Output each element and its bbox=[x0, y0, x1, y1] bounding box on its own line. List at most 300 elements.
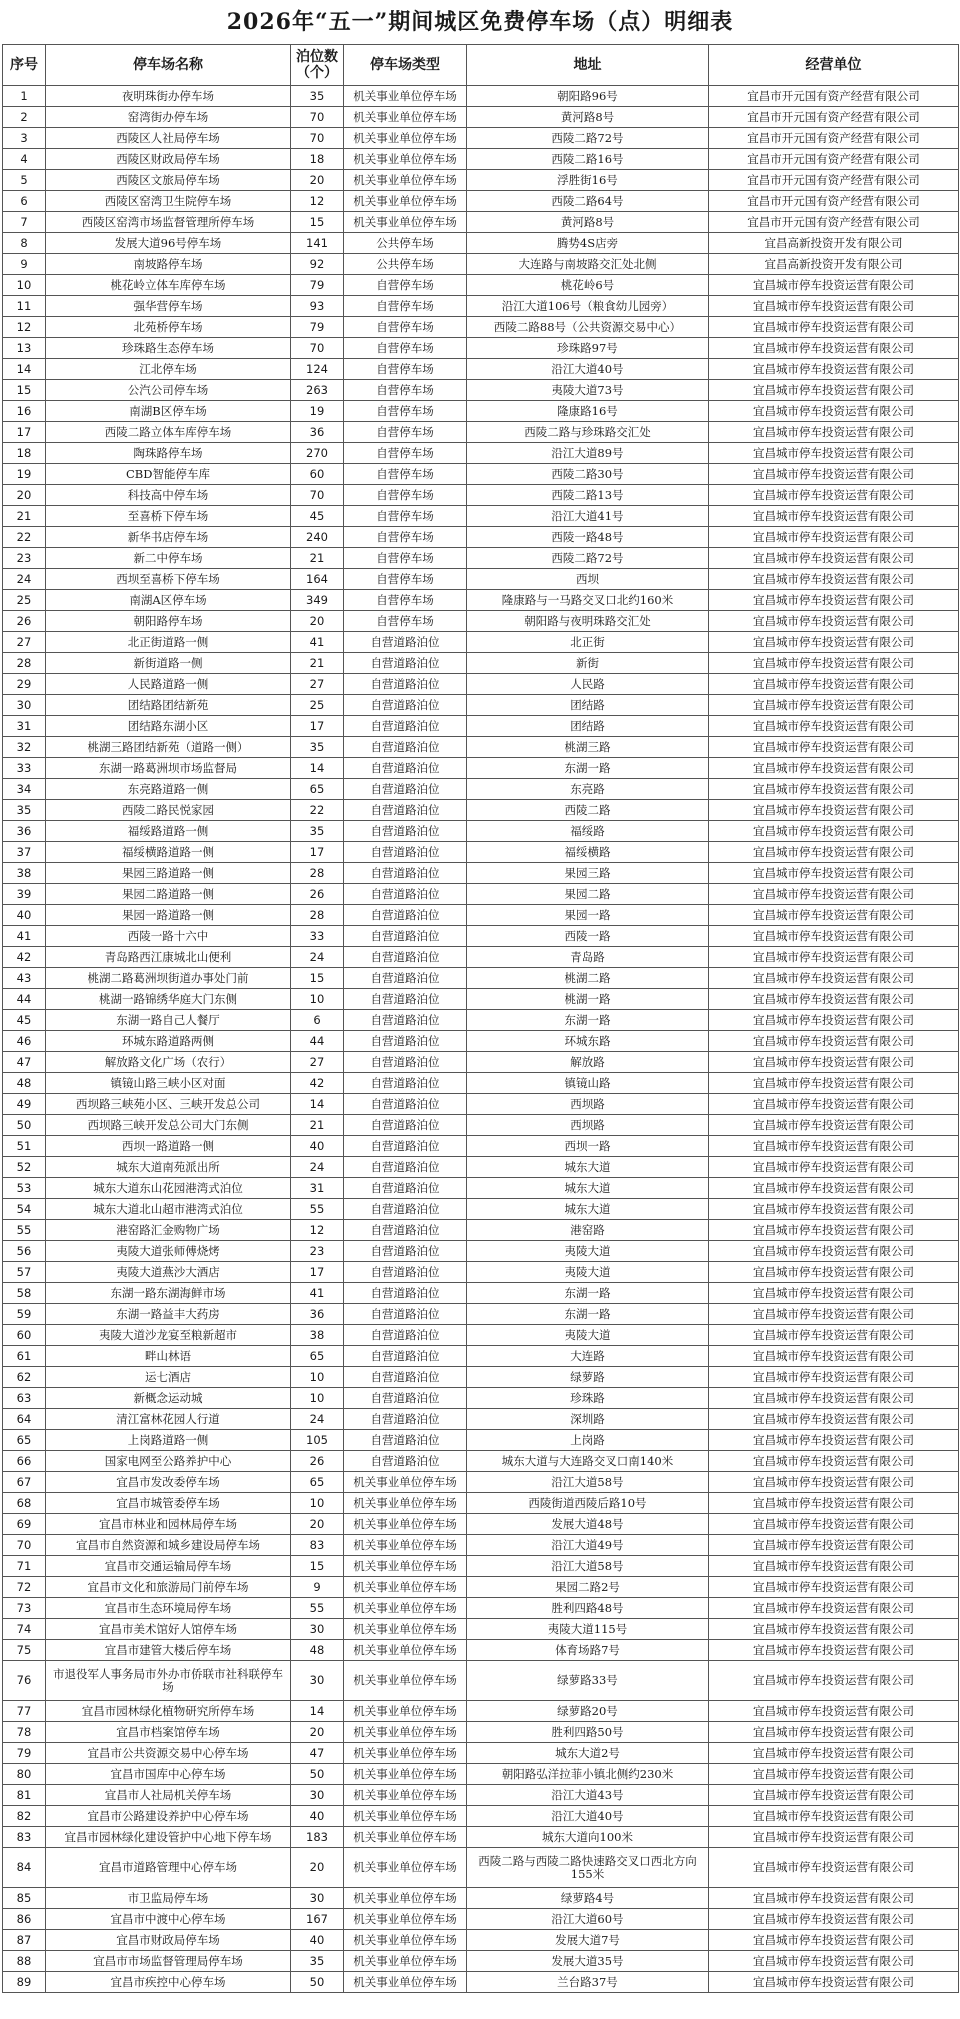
parking-name: 窑湾街办停车场 bbox=[46, 107, 291, 128]
address: 绿萝路20号 bbox=[467, 1701, 709, 1722]
address: 隆康路16号 bbox=[467, 401, 709, 422]
spaces-count: 30 bbox=[291, 1619, 344, 1640]
row-index: 65 bbox=[3, 1430, 46, 1451]
row-index: 26 bbox=[3, 611, 46, 632]
row-index: 33 bbox=[3, 758, 46, 779]
parking-type: 自营停车场 bbox=[344, 527, 467, 548]
parking-name: 南坡路停车场 bbox=[46, 254, 291, 275]
table-row bbox=[3, 1115, 959, 1136]
spaces-count: 12 bbox=[291, 191, 344, 212]
address: 绿萝路4号 bbox=[467, 1888, 709, 1909]
parking-name: 市卫监局停车场 bbox=[46, 1888, 291, 1909]
parking-type: 自营道路泊位 bbox=[344, 863, 467, 884]
table-row bbox=[3, 149, 959, 170]
address: 沿江大道40号 bbox=[467, 1806, 709, 1827]
operator: 宜昌城市停车投资运营有限公司 bbox=[709, 1367, 959, 1388]
operator: 宜昌城市停车投资运营有限公司 bbox=[709, 800, 959, 821]
parking-type: 机关事业单位停车场 bbox=[344, 1888, 467, 1909]
address: 隆康路与一马路交叉口北约160米 bbox=[467, 590, 709, 611]
row-index: 28 bbox=[3, 653, 46, 674]
spaces-count: 26 bbox=[291, 884, 344, 905]
parking-type: 机关事业单位停车场 bbox=[344, 1930, 467, 1951]
spaces-count: 36 bbox=[291, 1304, 344, 1325]
parking-name: 东亮路道路一侧 bbox=[46, 779, 291, 800]
spaces-count: 105 bbox=[291, 1430, 344, 1451]
operator: 宜昌城市停车投资运营有限公司 bbox=[709, 1701, 959, 1722]
parking-type: 机关事业单位停车场 bbox=[344, 1764, 467, 1785]
parking-name: CBD智能停车库 bbox=[46, 464, 291, 485]
row-index: 12 bbox=[3, 317, 46, 338]
table-row bbox=[3, 1764, 959, 1785]
table-row bbox=[3, 1094, 959, 1115]
spaces-count: 124 bbox=[291, 359, 344, 380]
operator: 宜昌城市停车投资运营有限公司 bbox=[709, 1136, 959, 1157]
address: 夷陵大道73号 bbox=[467, 380, 709, 401]
row-index: 4 bbox=[3, 149, 46, 170]
parking-type: 机关事业单位停车场 bbox=[344, 1514, 467, 1535]
row-index: 25 bbox=[3, 590, 46, 611]
address: 绿萝路33号 bbox=[467, 1661, 709, 1701]
parking-name: 珍珠路生态停车场 bbox=[46, 338, 291, 359]
operator: 宜昌城市停车投资运营有限公司 bbox=[709, 1951, 959, 1972]
operator: 宜昌城市停车投资运营有限公司 bbox=[709, 1199, 959, 1220]
operator: 宜昌城市停车投资运营有限公司 bbox=[709, 1409, 959, 1430]
row-index: 48 bbox=[3, 1073, 46, 1094]
table-row bbox=[3, 1743, 959, 1764]
parking-name: 解放路文化广场（农行） bbox=[46, 1052, 291, 1073]
operator: 宜昌城市停车投资运营有限公司 bbox=[709, 380, 959, 401]
parking-type: 自营道路泊位 bbox=[344, 695, 467, 716]
address: 胜利四路50号 bbox=[467, 1722, 709, 1743]
row-index: 45 bbox=[3, 1010, 46, 1031]
table-row bbox=[3, 1262, 959, 1283]
parking-name: 强华营停车场 bbox=[46, 296, 291, 317]
parking-type: 自营道路泊位 bbox=[344, 1430, 467, 1451]
table-row bbox=[3, 1806, 959, 1827]
parking-type: 自营道路泊位 bbox=[344, 632, 467, 653]
parking-name: 福绥横路道路一侧 bbox=[46, 842, 291, 863]
spaces-count: 15 bbox=[291, 1556, 344, 1577]
parking-name: 西坝路三峡开发总公司大门东侧 bbox=[46, 1115, 291, 1136]
table-row bbox=[3, 1304, 959, 1325]
table-row bbox=[3, 884, 959, 905]
parking-type: 自营道路泊位 bbox=[344, 716, 467, 737]
parking-name: 西陵二路民悦家园 bbox=[46, 800, 291, 821]
parking-name: 镇镜山路三峡小区对面 bbox=[46, 1073, 291, 1094]
parking-name: 北正街道路一侧 bbox=[46, 632, 291, 653]
table-row bbox=[3, 548, 959, 569]
spaces-count: 35 bbox=[291, 1951, 344, 1972]
spaces-count: 14 bbox=[291, 1701, 344, 1722]
parking-type: 公共停车场 bbox=[344, 233, 467, 254]
row-index: 50 bbox=[3, 1115, 46, 1136]
address: 桃湖二路 bbox=[467, 968, 709, 989]
row-index: 35 bbox=[3, 800, 46, 821]
row-index: 36 bbox=[3, 821, 46, 842]
parking-name: 南湖B区停车场 bbox=[46, 401, 291, 422]
table-row bbox=[3, 506, 959, 527]
operator: 宜昌城市停车投资运营有限公司 bbox=[709, 884, 959, 905]
spaces-count: 21 bbox=[291, 653, 344, 674]
operator: 宜昌城市停车投资运营有限公司 bbox=[709, 1535, 959, 1556]
spaces-count: 14 bbox=[291, 758, 344, 779]
operator: 宜昌城市停车投资运营有限公司 bbox=[709, 1304, 959, 1325]
row-index: 17 bbox=[3, 422, 46, 443]
address: 西陵二路 bbox=[467, 800, 709, 821]
parking-name: 江北停车场 bbox=[46, 359, 291, 380]
parking-name: 畔山林语 bbox=[46, 1346, 291, 1367]
spaces-count: 164 bbox=[291, 569, 344, 590]
parking-name: 宜昌市国库中心停车场 bbox=[46, 1764, 291, 1785]
parking-name: 人民路道路一侧 bbox=[46, 674, 291, 695]
operator: 宜昌城市停车投资运营有限公司 bbox=[709, 422, 959, 443]
table-row bbox=[3, 1514, 959, 1535]
spaces-count: 41 bbox=[291, 632, 344, 653]
address: 城东大道 bbox=[467, 1178, 709, 1199]
operator: 宜昌城市停车投资运营有限公司 bbox=[709, 1451, 959, 1472]
table-row bbox=[3, 1409, 959, 1430]
address: 果园三路 bbox=[467, 863, 709, 884]
table-row bbox=[3, 485, 959, 506]
table-row bbox=[3, 1556, 959, 1577]
operator: 宜昌城市停车投资运营有限公司 bbox=[709, 1178, 959, 1199]
header-address: 地址 bbox=[467, 45, 709, 86]
address: 城东大道 bbox=[467, 1199, 709, 1220]
address: 浮胜街16号 bbox=[467, 170, 709, 191]
row-index: 9 bbox=[3, 254, 46, 275]
row-index: 22 bbox=[3, 527, 46, 548]
operator: 宜昌城市停车投资运营有限公司 bbox=[709, 506, 959, 527]
parking-name: 环城东路道路两侧 bbox=[46, 1031, 291, 1052]
spaces-count: 20 bbox=[291, 170, 344, 191]
operator: 宜昌城市停车投资运营有限公司 bbox=[709, 1909, 959, 1930]
address: 珍珠路 bbox=[467, 1388, 709, 1409]
table-header bbox=[3, 45, 959, 86]
parking-type: 自营道路泊位 bbox=[344, 1031, 467, 1052]
parking-type: 自营停车场 bbox=[344, 275, 467, 296]
parking-name: 宜昌市发改委停车场 bbox=[46, 1472, 291, 1493]
address: 西陵二路与珍珠路交汇处 bbox=[467, 422, 709, 443]
spaces-count: 27 bbox=[291, 674, 344, 695]
operator: 宜昌城市停车投资运营有限公司 bbox=[709, 1031, 959, 1052]
table-row bbox=[3, 1010, 959, 1031]
address: 西陵街道西陵后路10号 bbox=[467, 1493, 709, 1514]
parking-type: 机关事业单位停车场 bbox=[344, 1493, 467, 1514]
parking-name: 东湖一路葛洲坝市场监督局 bbox=[46, 758, 291, 779]
spaces-count: 6 bbox=[291, 1010, 344, 1031]
address: 新街 bbox=[467, 653, 709, 674]
table-row bbox=[3, 1451, 959, 1472]
row-index: 64 bbox=[3, 1409, 46, 1430]
operator: 宜昌城市停车投资运营有限公司 bbox=[709, 296, 959, 317]
operator: 宜昌城市停车投资运营有限公司 bbox=[709, 1283, 959, 1304]
spaces-count: 35 bbox=[291, 737, 344, 758]
address: 沿江大道40号 bbox=[467, 359, 709, 380]
spaces-count: 48 bbox=[291, 1640, 344, 1661]
spaces-count: 22 bbox=[291, 800, 344, 821]
row-index: 85 bbox=[3, 1888, 46, 1909]
spaces-count: 20 bbox=[291, 1514, 344, 1535]
address: 体育场路7号 bbox=[467, 1640, 709, 1661]
row-index: 6 bbox=[3, 191, 46, 212]
table-row bbox=[3, 527, 959, 548]
address: 西坝路 bbox=[467, 1094, 709, 1115]
table-row bbox=[3, 758, 959, 779]
spaces-count: 33 bbox=[291, 926, 344, 947]
table-row bbox=[3, 1909, 959, 1930]
spaces-count: 31 bbox=[291, 1178, 344, 1199]
parking-type: 自营道路泊位 bbox=[344, 821, 467, 842]
parking-name: 清江富林花园人行道 bbox=[46, 1409, 291, 1430]
parking-type: 自营道路泊位 bbox=[344, 779, 467, 800]
parking-type: 自营停车场 bbox=[344, 317, 467, 338]
operator: 宜昌城市停车投资运营有限公司 bbox=[709, 1220, 959, 1241]
parking-name: 城东大道南苑派出所 bbox=[46, 1157, 291, 1178]
operator: 宜昌城市停车投资运营有限公司 bbox=[709, 1598, 959, 1619]
operator: 宜昌城市停车投资运营有限公司 bbox=[709, 1388, 959, 1409]
operator: 宜昌城市停车投资运营有限公司 bbox=[709, 926, 959, 947]
spaces-count: 30 bbox=[291, 1785, 344, 1806]
address: 沿江大道106号（粮食幼儿园旁） bbox=[467, 296, 709, 317]
table-row bbox=[3, 1827, 959, 1848]
spaces-count: 47 bbox=[291, 1743, 344, 1764]
parking-type: 自营道路泊位 bbox=[344, 1346, 467, 1367]
parking-name: 宜昌市建管大楼后停车场 bbox=[46, 1640, 291, 1661]
spaces-count: 270 bbox=[291, 443, 344, 464]
operator: 宜昌城市停车投资运营有限公司 bbox=[709, 716, 959, 737]
table-row bbox=[3, 1888, 959, 1909]
table-row bbox=[3, 1619, 959, 1640]
spaces-count: 141 bbox=[291, 233, 344, 254]
spaces-count: 50 bbox=[291, 1764, 344, 1785]
table-row bbox=[3, 1493, 959, 1514]
parking-type: 自营道路泊位 bbox=[344, 1220, 467, 1241]
parking-name: 西坝一路道路一侧 bbox=[46, 1136, 291, 1157]
table-row bbox=[3, 1073, 959, 1094]
parking-type: 自营道路泊位 bbox=[344, 800, 467, 821]
row-index: 27 bbox=[3, 632, 46, 653]
parking-type: 自营停车场 bbox=[344, 422, 467, 443]
row-index: 5 bbox=[3, 170, 46, 191]
parking-name: 西陵二路立体车库停车场 bbox=[46, 422, 291, 443]
table-row bbox=[3, 821, 959, 842]
parking-type: 自营道路泊位 bbox=[344, 1409, 467, 1430]
parking-type: 自营道路泊位 bbox=[344, 1304, 467, 1325]
table-row bbox=[3, 1346, 959, 1367]
parking-name: 北苑桥停车场 bbox=[46, 317, 291, 338]
row-index: 78 bbox=[3, 1722, 46, 1743]
row-index: 69 bbox=[3, 1514, 46, 1535]
table-row bbox=[3, 380, 959, 401]
operator: 宜昌城市停车投资运营有限公司 bbox=[709, 1972, 959, 1993]
parking-type: 自营道路泊位 bbox=[344, 842, 467, 863]
table-row bbox=[3, 989, 959, 1010]
parking-type: 自营停车场 bbox=[344, 380, 467, 401]
parking-type: 自营道路泊位 bbox=[344, 947, 467, 968]
row-index: 21 bbox=[3, 506, 46, 527]
spaces-count: 83 bbox=[291, 1535, 344, 1556]
row-index: 44 bbox=[3, 989, 46, 1010]
spaces-count: 45 bbox=[291, 506, 344, 527]
parking-name: 桃湖一路锦绣华庭大门东侧 bbox=[46, 989, 291, 1010]
spaces-count: 21 bbox=[291, 548, 344, 569]
parking-name: 夷陵大道沙龙宴至粮新超市 bbox=[46, 1325, 291, 1346]
parking-name: 宜昌市财政局停车场 bbox=[46, 1930, 291, 1951]
table-row bbox=[3, 107, 959, 128]
operator: 宜昌城市停车投资运营有限公司 bbox=[709, 737, 959, 758]
row-index: 42 bbox=[3, 947, 46, 968]
header-row bbox=[3, 45, 959, 86]
operator: 宜昌城市停车投资运营有限公司 bbox=[709, 1157, 959, 1178]
row-index: 34 bbox=[3, 779, 46, 800]
parking-name: 西陵区人社局停车场 bbox=[46, 128, 291, 149]
parking-name: 宜昌市交通运输局停车场 bbox=[46, 1556, 291, 1577]
operator: 宜昌城市停车投资运营有限公司 bbox=[709, 359, 959, 380]
operator: 宜昌城市停车投资运营有限公司 bbox=[709, 1827, 959, 1848]
address: 镇镜山路 bbox=[467, 1073, 709, 1094]
parking-type: 自营道路泊位 bbox=[344, 1241, 467, 1262]
parking-type: 机关事业单位停车场 bbox=[344, 1909, 467, 1930]
parking-type: 机关事业单位停车场 bbox=[344, 1848, 467, 1888]
row-index: 51 bbox=[3, 1136, 46, 1157]
operator: 宜昌城市停车投资运营有限公司 bbox=[709, 527, 959, 548]
spaces-count: 35 bbox=[291, 821, 344, 842]
parking-type: 机关事业单位停车场 bbox=[344, 1535, 467, 1556]
operator: 宜昌城市停车投资运营有限公司 bbox=[709, 674, 959, 695]
parking-table bbox=[2, 44, 959, 1993]
parking-type: 机关事业单位停车场 bbox=[344, 1951, 467, 1972]
address: 东亮路 bbox=[467, 779, 709, 800]
address: 东湖一路 bbox=[467, 758, 709, 779]
row-index: 23 bbox=[3, 548, 46, 569]
parking-name: 西坝路三峡苑小区、三峡开发总公司 bbox=[46, 1094, 291, 1115]
operator: 宜昌城市停车投资运营有限公司 bbox=[709, 1073, 959, 1094]
parking-name: 城东大道东山花园港湾式泊位 bbox=[46, 1178, 291, 1199]
address: 黄河路8号 bbox=[467, 212, 709, 233]
parking-name: 港窑路汇金购物广场 bbox=[46, 1220, 291, 1241]
address: 团结路 bbox=[467, 695, 709, 716]
address: 沿江大道60号 bbox=[467, 1909, 709, 1930]
table-row bbox=[3, 338, 959, 359]
spaces-count: 25 bbox=[291, 695, 344, 716]
spaces-count: 70 bbox=[291, 128, 344, 149]
parking-type: 自营停车场 bbox=[344, 611, 467, 632]
spaces-count: 44 bbox=[291, 1031, 344, 1052]
row-index: 88 bbox=[3, 1951, 46, 1972]
parking-type: 自营道路泊位 bbox=[344, 1325, 467, 1346]
parking-name: 西陵区文旅局停车场 bbox=[46, 170, 291, 191]
address: 环城东路 bbox=[467, 1031, 709, 1052]
spaces-count: 60 bbox=[291, 464, 344, 485]
operator: 宜昌城市停车投资运营有限公司 bbox=[709, 1472, 959, 1493]
header-name: 停车场名称 bbox=[46, 45, 291, 86]
parking-type: 自营道路泊位 bbox=[344, 1052, 467, 1073]
spaces-count: 65 bbox=[291, 1346, 344, 1367]
parking-type: 公共停车场 bbox=[344, 254, 467, 275]
row-index: 62 bbox=[3, 1367, 46, 1388]
row-index: 58 bbox=[3, 1283, 46, 1304]
address: 西陵二路72号 bbox=[467, 128, 709, 149]
row-index: 32 bbox=[3, 737, 46, 758]
row-index: 81 bbox=[3, 1785, 46, 1806]
address: 桃湖三路 bbox=[467, 737, 709, 758]
operator: 宜昌城市停车投资运营有限公司 bbox=[709, 401, 959, 422]
address: 兰台路37号 bbox=[467, 1972, 709, 1993]
page-title: 2026年“五一”期间城区免费停车场（点）明细表 bbox=[226, 9, 734, 35]
spaces-count: 79 bbox=[291, 275, 344, 296]
spaces-count: 30 bbox=[291, 1888, 344, 1909]
parking-name: 至喜桥下停车场 bbox=[46, 506, 291, 527]
operator: 宜昌城市停车投资运营有限公司 bbox=[709, 1325, 959, 1346]
address: 发展大道48号 bbox=[467, 1514, 709, 1535]
operator: 宜昌城市停车投资运营有限公司 bbox=[709, 275, 959, 296]
parking-type: 自营道路泊位 bbox=[344, 653, 467, 674]
parking-type: 机关事业单位停车场 bbox=[344, 128, 467, 149]
parking-name: 新概念运动城 bbox=[46, 1388, 291, 1409]
parking-type: 自营道路泊位 bbox=[344, 1136, 467, 1157]
parking-name: 果园三路道路一侧 bbox=[46, 863, 291, 884]
address: 桃花岭6号 bbox=[467, 275, 709, 296]
table-row bbox=[3, 359, 959, 380]
operator: 宜昌城市停车投资运营有限公司 bbox=[709, 1743, 959, 1764]
parking-name: 果园二路道路一侧 bbox=[46, 884, 291, 905]
row-index: 1 bbox=[3, 86, 46, 107]
operator: 宜昌城市停车投资运营有限公司 bbox=[709, 968, 959, 989]
operator: 宜昌高新投资开发有限公司 bbox=[709, 254, 959, 275]
parking-name: 西陵区窑湾市场监督管理所停车场 bbox=[46, 212, 291, 233]
row-index: 80 bbox=[3, 1764, 46, 1785]
spaces-count: 19 bbox=[291, 401, 344, 422]
row-index: 67 bbox=[3, 1472, 46, 1493]
operator: 宜昌城市停车投资运营有限公司 bbox=[709, 1493, 959, 1514]
table-row bbox=[3, 1283, 959, 1304]
operator: 宜昌城市停车投资运营有限公司 bbox=[709, 569, 959, 590]
row-index: 56 bbox=[3, 1241, 46, 1262]
spaces-count: 20 bbox=[291, 1848, 344, 1888]
address: 北正街 bbox=[467, 632, 709, 653]
row-index: 73 bbox=[3, 1598, 46, 1619]
parking-type: 自营停车场 bbox=[344, 464, 467, 485]
parking-type: 自营道路泊位 bbox=[344, 905, 467, 926]
table-row bbox=[3, 422, 959, 443]
operator: 宜昌城市停车投资运营有限公司 bbox=[709, 485, 959, 506]
address: 西陵二路16号 bbox=[467, 149, 709, 170]
parking-name: 南湖A区停车场 bbox=[46, 590, 291, 611]
parking-type: 自营停车场 bbox=[344, 506, 467, 527]
parking-name: 宜昌市生态环境局停车场 bbox=[46, 1598, 291, 1619]
parking-type: 自营道路泊位 bbox=[344, 1178, 467, 1199]
spaces-count: 38 bbox=[291, 1325, 344, 1346]
row-index: 20 bbox=[3, 485, 46, 506]
parking-type: 自营道路泊位 bbox=[344, 1073, 467, 1094]
table-row bbox=[3, 1178, 959, 1199]
parking-type: 自营停车场 bbox=[344, 485, 467, 506]
operator: 宜昌市开元国有资产经营有限公司 bbox=[709, 86, 959, 107]
table-row bbox=[3, 170, 959, 191]
parking-type: 自营停车场 bbox=[344, 569, 467, 590]
operator: 宜昌城市停车投资运营有限公司 bbox=[709, 1556, 959, 1577]
table-row bbox=[3, 1472, 959, 1493]
spaces-count: 28 bbox=[291, 863, 344, 884]
operator: 宜昌市开元国有资产经营有限公司 bbox=[709, 149, 959, 170]
address: 西陵二路13号 bbox=[467, 485, 709, 506]
row-index: 16 bbox=[3, 401, 46, 422]
parking-name: 新二中停车场 bbox=[46, 548, 291, 569]
address: 夷陵大道 bbox=[467, 1325, 709, 1346]
operator: 宜昌城市停车投资运营有限公司 bbox=[709, 947, 959, 968]
spaces-count: 24 bbox=[291, 1409, 344, 1430]
address: 青岛路 bbox=[467, 947, 709, 968]
